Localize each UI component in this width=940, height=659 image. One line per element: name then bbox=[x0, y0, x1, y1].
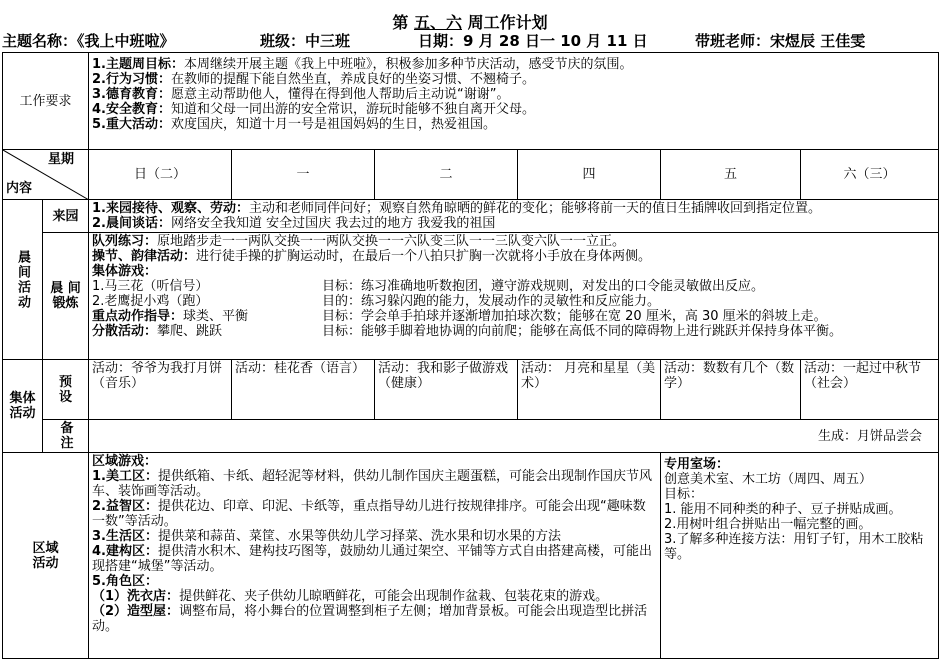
group-activity-row bbox=[3, 360, 939, 420]
area-activity-label: 区域活动 bbox=[3, 453, 89, 659]
group-activity-label: 集体活动 bbox=[3, 360, 43, 453]
requirements-row bbox=[3, 53, 939, 150]
preset-label: 预设 bbox=[43, 360, 89, 420]
teachers: 带班老师：宋煜辰 王佳雯 bbox=[695, 32, 866, 50]
area-item: 2.益智区：提供花边、印章、印泥、卡纸等，重点指导幼儿进行按规律排序。可能会出现“趣味数一数”等活动。 bbox=[92, 499, 646, 529]
special-room-content: 专用室场： 创意美术室、木工坊（周四、周五） 目标： 1. 能用不同种类的种子、豆子拼贴成画。 2.用树叶组合拼贴出一幅完整的画。 3.了解多种连接方法：用钉子钉，用木工胶粘等。 bbox=[661, 453, 939, 659]
theme-name: 主题名称：《我上中班啦》 bbox=[2, 32, 175, 50]
exercise-label: 晨 间 锻炼 bbox=[43, 233, 89, 360]
requirements-content bbox=[89, 53, 939, 150]
exercise-row bbox=[3, 233, 939, 360]
corner-weekday-label: 星期 bbox=[48, 152, 75, 167]
area-item: 3.生活区：提供菜和蒜苗、菜筐、水果等供幼儿学习择菜、洗水果和切水果的方法 bbox=[92, 529, 562, 544]
group-note: 生成：月饼品尝会 bbox=[89, 420, 939, 453]
day-header: 四 bbox=[518, 150, 661, 200]
day-header: 一 bbox=[232, 150, 375, 200]
note-label: 备注 bbox=[43, 420, 89, 453]
group-activity-cell: 活动：爷爷为我打月饼（音乐） bbox=[89, 360, 232, 420]
class-name: 班级：中三班 bbox=[260, 32, 351, 50]
special-goal: 1. 能用不同种类的种子、豆子拼贴成画。 bbox=[664, 502, 902, 517]
requirement-item: 1.主题周目标：本周继续开展主题《我上中班啦》，积极参加多种节庆活动，感受节庆的氛围。 bbox=[92, 57, 633, 72]
group-activity-cell: 活动：一起过中秋节（社会） bbox=[801, 360, 939, 420]
day-header: 五 bbox=[661, 150, 801, 200]
day-header: 二 bbox=[375, 150, 518, 200]
area-item: 1.美工区：提供纸箱、卡纸、超轻泥等材料，供幼儿制作国庆主题蛋糕，可能会出现制作国庆节风车、装饰画等活动。 bbox=[92, 469, 653, 499]
requirement-item: 3.德育教育：愿意主动帮助他人，懂得在得到他人帮助后主动说“谢谢”。 bbox=[92, 87, 510, 102]
group-activity-cell: 活动：我和影子做游戏（健康） bbox=[375, 360, 518, 420]
corner-content-label: 内容 bbox=[6, 181, 33, 196]
title-weeks: 五、六 bbox=[413, 13, 462, 32]
arrival-row bbox=[3, 200, 939, 233]
morning-activity-label: 晨间活动 bbox=[3, 200, 43, 360]
exercise-content: 队列练习：原地踏步走一一两队交换一一两队交换一一六队变三队一一三队变六队一一立正。 操节、韵律活动：进行徒手操的扩胸运动时，在最后一个八拍只扩胸一次就将小手放在身体两侧。 集体游戏： 1.马三花（听信号） 目标：练习准确地听数抱团，遵守游戏规则，对发出的口令能灵敏做出反应。 2.老鹰捉小鸡（跑） 目的：练习躲闪跑的能力，发展动作的灵敏性和反应能力。 重点动作指导：球类、平衡 目标：学会单手拍球并逐渐增加拍球次数；能够在宽 20 厘米，高 30 厘米的斜坡上走。 分散活动：攀爬、跳跃 目标：能够手脚着地协调的向前爬；能够在高低不同的障碍物上进行跳跃并保持身体平衡。 bbox=[89, 233, 939, 360]
arrival-label: 来园 bbox=[43, 200, 89, 233]
title-suffix: 周工作计划 bbox=[467, 13, 548, 32]
area-games-content: 区域游戏： 1.美工区：提供纸箱、卡纸、超轻泥等材料，供幼儿制作国庆主题蛋糕，可能会出现制作国庆节风车、装饰画等活动。 2.益智区：提供花边、印章、印泥、卡纸等，重点指导幼儿进行按规律排序。可能会出现“趣味数一数”等活动。 3.生活区：提供菜和蒜苗、菜筐、水果等供幼儿学习择菜、洗水果和切水果的方法 4.建构区：提供清水积木、建构技巧图等，鼓励幼儿通过架空、平铺等方式自由搭建高楼，可能出现搭建“城堡”等活动。 5.角色区： （1）洗衣店：提供鲜花、夹子供幼儿晾晒鲜花，可能会出现制作盆栽、包装花束的游戏。 （2）造型屋：调整布局，将小舞台的位置调整到柜子左侧；增加背景板。可能会出现造型比拼活动。 bbox=[89, 453, 661, 659]
weekday-corner-cell bbox=[3, 150, 89, 200]
game-item: 1.马三花（听信号） 目标：练习准确地听数抱团，遵守游戏规则，对发出的口令能灵敏做出反应。 bbox=[92, 279, 765, 294]
area-item: 5.角色区： bbox=[92, 574, 158, 589]
arrival-content: 1.来园接待、观察、劳动：主动和老师同伴问好；观察自然角晾晒的鲜花的变化；能够将前一天的值日生插牌收回到指定位置。 2.晨间谈话：网络安全我知道 安全过国庆 我去过的地方 我爱我的祖国 bbox=[89, 200, 939, 233]
group-note-row bbox=[3, 420, 939, 453]
weekly-plan-table bbox=[2, 52, 939, 659]
area-item: （2）造型屋：调整布局，将小舞台的位置调整到柜子左侧；增加背景板。可能会出现造型比拼活动。 bbox=[92, 604, 648, 634]
game-item: 2.老鹰捉小鸡（跑） 目的：练习躲闪跑的能力，发展动作的灵敏性和反应能力。 bbox=[92, 294, 661, 309]
day-header: 六（三） bbox=[801, 150, 939, 200]
special-goal: 2.用树叶组合拼贴出一幅完整的画。 bbox=[664, 517, 872, 532]
group-activity-cell: 活动：桂花香（语言） bbox=[232, 360, 375, 420]
area-item: （1）洗衣店：提供鲜花、夹子供幼儿晾晒鲜花，可能会出现制作盆栽、包装花束的游戏。 bbox=[92, 589, 609, 604]
day-header: 日（二） bbox=[89, 150, 232, 200]
special-goal: 3.了解多种连接方法：用钉子钉，用木工胶粘等。 bbox=[664, 532, 924, 562]
requirement-item: 4.安全教育：知道和父母一同出游的安全常识，游玩时能够不独自离开父母。 bbox=[92, 102, 536, 117]
area-activity-row bbox=[3, 453, 939, 659]
requirement-item: 5.重大活动：欢度国庆，知道十月一号是祖国妈妈的生日，热爱祖国。 bbox=[92, 117, 497, 132]
weekday-row bbox=[3, 150, 939, 200]
requirement-item: 2.行为习惯：在教师的提醒下能自然坐直，养成良好的坐姿习惯、不翘椅子。 bbox=[92, 72, 536, 87]
group-activity-cell: 活动： 月亮和星星（美术） bbox=[518, 360, 661, 420]
group-activity-cell: 活动：数数有几个（数学） bbox=[661, 360, 801, 420]
area-item: 4.建构区：提供清水积木、建构技巧图等，鼓励幼儿通过架空、平铺等方式自由搭建高楼，可能出现搭建“城堡”等活动。 bbox=[92, 544, 653, 574]
title-prefix: 第 bbox=[392, 13, 409, 32]
date-range: 日期：9 月 28 日一 10 月 11 日 bbox=[418, 32, 648, 50]
requirements-label: 工作要求 bbox=[3, 53, 89, 150]
